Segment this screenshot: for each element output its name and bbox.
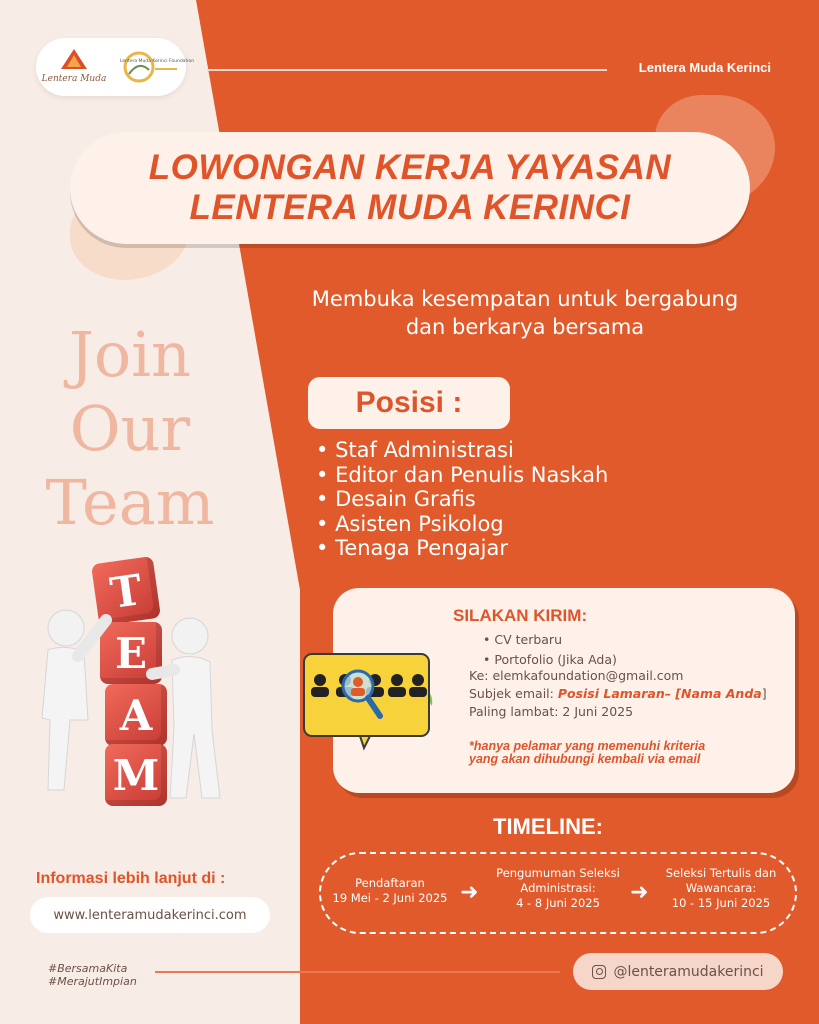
cube-t: T: [91, 556, 161, 626]
subject-line: [469, 686, 767, 701]
logo-left-text: Lentera Muda: [41, 74, 106, 84]
step-title: Pendaftaran: [355, 876, 425, 890]
instagram-handle: @lenteramudakerinci: [613, 963, 764, 980]
position-item: • Asisten Psikolog: [316, 512, 608, 537]
submission-heading: SILAKAN KIRIM:: [453, 606, 588, 625]
timeline-step-2: [488, 866, 628, 911]
positions-heading: Posisi :: [308, 377, 510, 429]
cube-e: E: [100, 622, 162, 684]
position-item: • Desain Grafis: [316, 487, 608, 512]
position-item: • Tenaga Pengajar: [316, 536, 608, 561]
step-title: Pengumuman Seleksi Administrasi:: [496, 866, 620, 895]
cube-a: A: [105, 684, 167, 746]
timeline-step-3: [662, 866, 780, 911]
our-text: Our: [69, 392, 191, 465]
submission-items: [483, 630, 617, 670]
arrow-icon: ➜: [630, 880, 649, 905]
candidate-search-icon: [300, 648, 435, 753]
figure-right: [150, 610, 250, 810]
submission-item: • CV terbaru: [483, 630, 617, 650]
email-address[interactable]: elemkafoundation@gmail.com: [492, 668, 684, 683]
criteria-note: [469, 740, 705, 766]
step-title: Seleksi Tertulis dan Wawancara:: [665, 866, 777, 895]
step-date: 19 Mei - 2 Juni 2025: [332, 891, 448, 905]
title-banner: [70, 132, 750, 244]
brand-name: Lentera Muda Kerinci: [638, 60, 771, 75]
timeline-heading: TIMELINE:: [493, 814, 603, 839]
subtitle: [255, 285, 795, 341]
step-date: 4 - 8 Juni 2025: [516, 896, 600, 910]
step-date: 10 - 15 Juni 2025: [671, 896, 771, 910]
position-item: • Staf Administrasi: [316, 438, 608, 463]
note-line-1: *hanya pelamar yang memenuhi kriteria: [469, 739, 706, 753]
email-label: Ke:: [469, 668, 493, 683]
hashtag: #BersamaKita: [48, 962, 128, 975]
info-heading: Informasi lebih lanjut di :: [36, 870, 226, 887]
instagram-icon: [592, 965, 606, 979]
foundation-logo: [119, 44, 194, 90]
deadline: Paling lambat: 2 Juni 2025: [469, 704, 634, 719]
timeline-step-1: [330, 876, 450, 906]
title-line-1: LOWONGAN KERJA YAYASAN: [148, 148, 672, 187]
note-line-2: yang akan dihubungi kembali via email: [469, 752, 701, 766]
team-text: Team: [45, 466, 215, 539]
logo-right-text: Lentera Muda Kerinci Foundation: [119, 59, 194, 64]
instagram-link[interactable]: [573, 953, 783, 990]
figure-left: [18, 600, 108, 800]
positions-list: [316, 438, 608, 561]
lentera-muda-logo: [41, 44, 106, 90]
hashtags: [48, 962, 137, 988]
logo-badge: [36, 38, 194, 96]
footer-divider: [155, 971, 560, 973]
subtitle-line-2: dan berkarya bersama: [405, 315, 645, 339]
header-divider: [207, 69, 607, 71]
title-line-2: LENTERA MUDA KERINCI: [189, 188, 631, 227]
position-item: • Editor dan Penulis Naskah: [316, 463, 608, 488]
subject-label: Subjek email:: [469, 686, 558, 701]
subtitle-line-1: Membuka kesempatan untuk bergabung: [311, 287, 739, 311]
submission-item: • Portofolio (Jika Ada): [483, 650, 617, 670]
cube-m: M: [105, 744, 167, 806]
join-text: Join: [69, 318, 191, 391]
subject-close: ]: [761, 686, 767, 701]
website-link[interactable]: www.lenteramudakerinci.com: [30, 897, 270, 933]
hashtag: #MerajutImpian: [48, 975, 137, 988]
email-line: [469, 668, 683, 683]
subject-value: Posisi Lamaran– [Nama Anda: [557, 686, 762, 701]
arrow-icon: ➜: [460, 880, 479, 905]
